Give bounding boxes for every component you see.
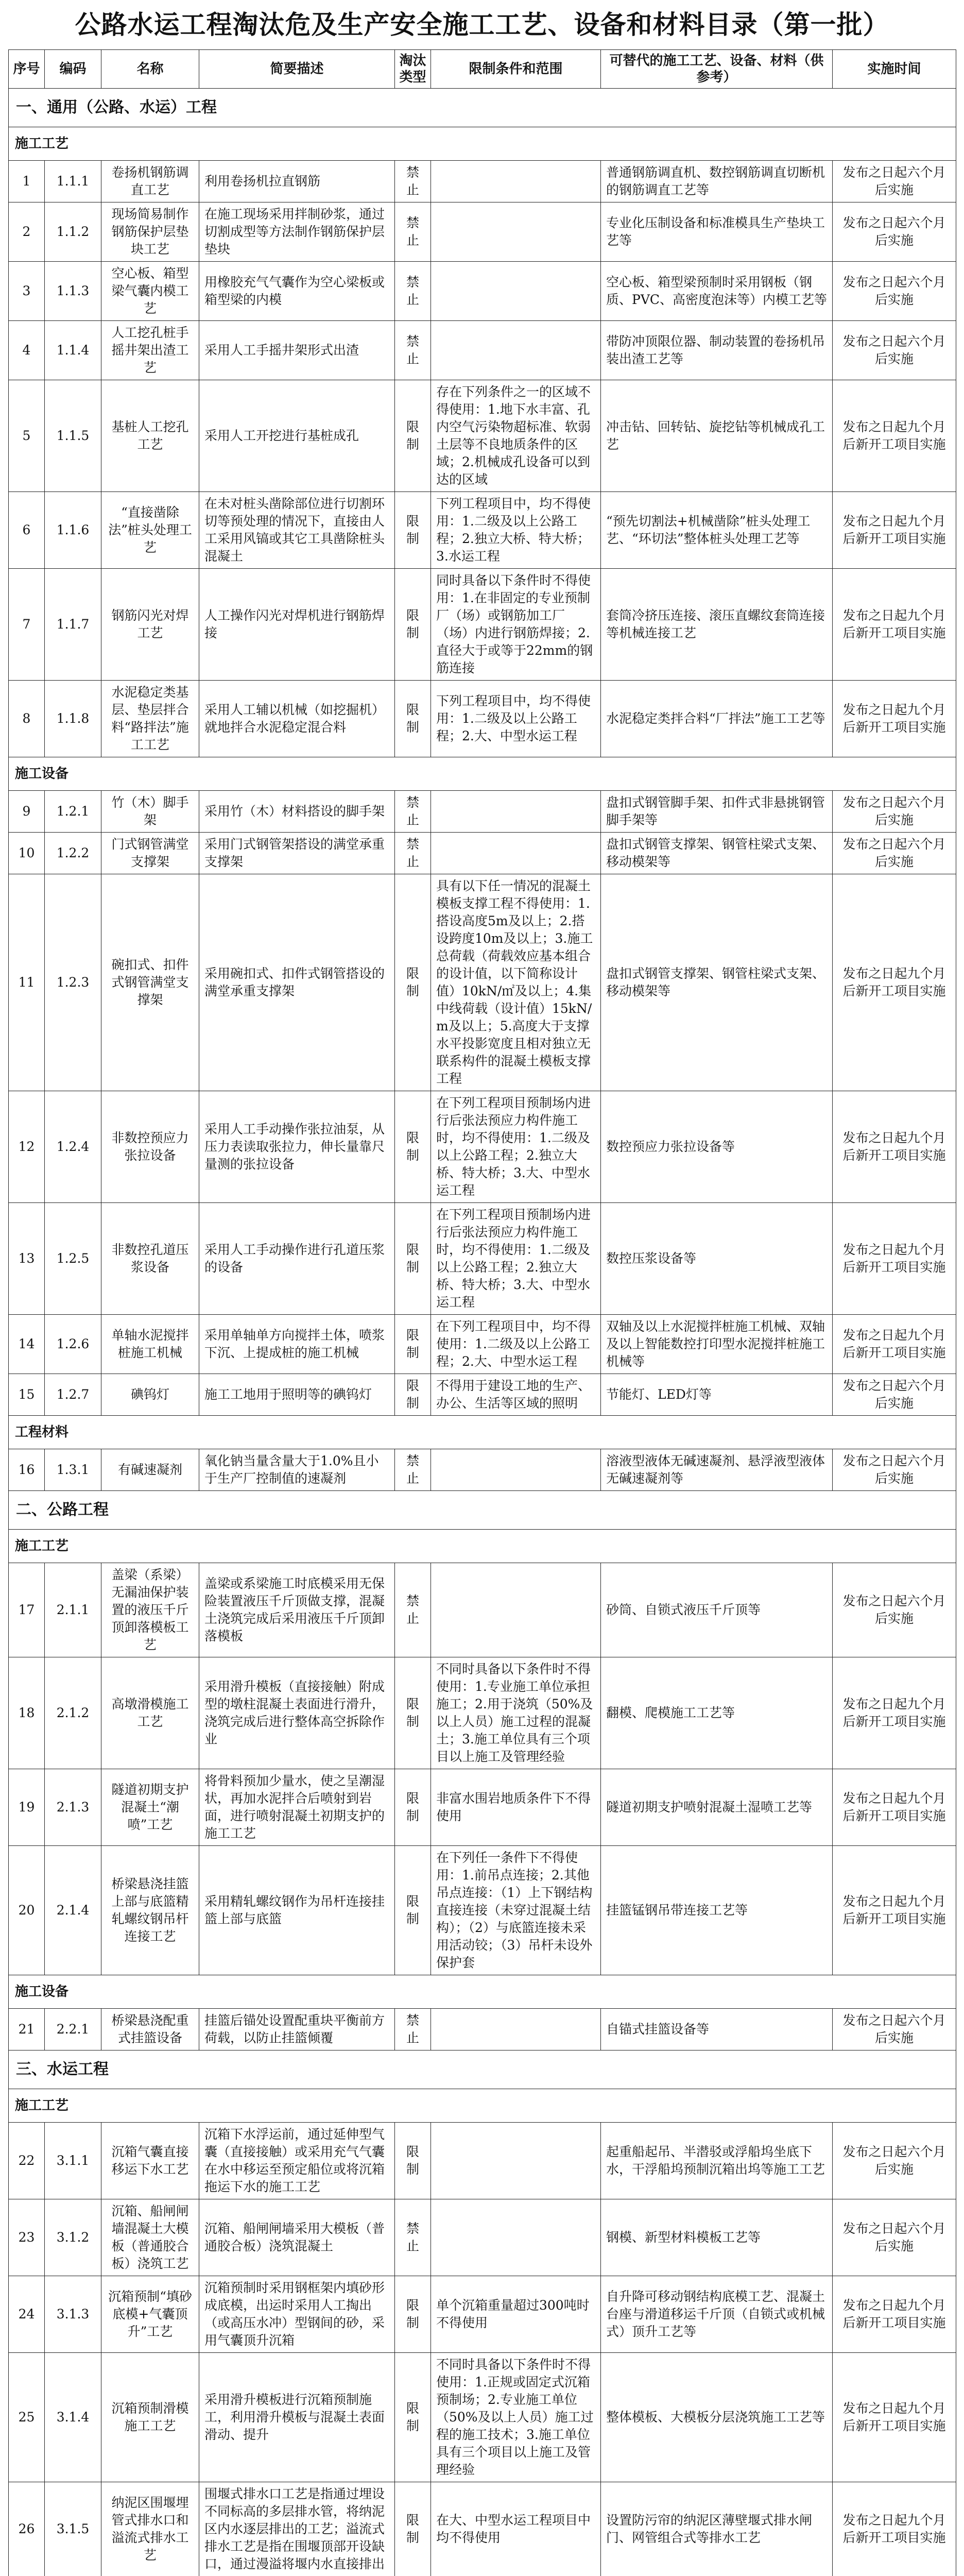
cell-code: 1.2.3 xyxy=(45,874,101,1091)
cell-alt: 盘扣式钢管脚手架、扣件式非悬挑钢管脚手架等 xyxy=(601,791,833,833)
cell-type: 禁止 xyxy=(395,202,431,262)
cell-code: 1.1.1 xyxy=(45,161,101,202)
cell-limit: 下列工程项目中，均不得使用：1.二级及以上公路工程；2.大、中型水运工程 xyxy=(431,681,601,757)
cell-seq: 11 xyxy=(9,874,45,1091)
cell-seq: 20 xyxy=(9,1846,45,1975)
cell-type: 限制 xyxy=(395,1657,431,1769)
table-row xyxy=(9,380,956,492)
cell-alt: 双轴及以上水泥搅拌桩施工机械、双轴及以上智能数控打印型水泥搅拌桩施工机械等 xyxy=(601,1315,833,1374)
cell-alt: 挂篮锰钢吊带连接工艺等 xyxy=(601,1846,833,1975)
cell-seq: 16 xyxy=(9,1449,45,1491)
cell-time: 发布之日起九个月后新开工项目实施 xyxy=(833,1203,956,1315)
cell-desc: 施工工地用于照明等的碘钨灯 xyxy=(199,1374,395,1416)
cell-type: 限制 xyxy=(395,874,431,1091)
cell-desc: 将骨料预加少量水，使之呈潮湿状，再加水泥拌合后喷射到岩面，进行喷射混凝土初期支护的施工工艺 xyxy=(199,1769,395,1846)
cell-code: 2.1.1 xyxy=(45,1563,101,1657)
cell-limit: 不得用于建设工地的生产、办公、生活等区域的照明 xyxy=(431,1374,601,1416)
cell-name: 碘钨灯 xyxy=(101,1374,199,1416)
cell-type: 禁止 xyxy=(395,262,431,321)
section-row xyxy=(9,2050,956,2089)
cell-desc: 采用单轴单方向搅拌土体，喷浆下沉、上提成桩的施工机械 xyxy=(199,1315,395,1374)
cell-seq: 6 xyxy=(9,492,45,569)
group-title: 施工工艺 xyxy=(9,2089,956,2123)
cell-seq: 15 xyxy=(9,1374,45,1416)
cell-alt: 盘扣式钢管支撑架、钢管柱梁式支架、移动模架等 xyxy=(601,833,833,874)
cell-seq: 21 xyxy=(9,2009,45,2050)
cell-code: 1.2.6 xyxy=(45,1315,101,1374)
cell-alt: 起重船起吊、半潜驳或浮船坞坐底下水，干浮船坞预制沉箱出坞等施工工艺 xyxy=(601,2123,833,2199)
cell-type: 限制 xyxy=(395,1203,431,1315)
cell-limit: 在下列工程项目中，均不得使用：1.二级及以上公路工程；2.大、中型水运工程 xyxy=(431,1315,601,1374)
table-row xyxy=(9,681,956,757)
cell-time: 发布之日起九个月后新开工项目实施 xyxy=(833,492,956,569)
cell-seq: 26 xyxy=(9,2482,45,2576)
cell-type: 限制 xyxy=(395,2123,431,2199)
cell-type: 限制 xyxy=(395,2353,431,2482)
cell-name: “直接凿除法”桩头处理工艺 xyxy=(101,492,199,569)
cell-desc: 围堰式排水口工艺是指通过埋设不同标高的多层排水管，将纳泥区内水逐层排出的工艺；溢流式排水工艺是指在围堰顶部开设缺口，通过漫溢将堰内水直接排出 xyxy=(199,2482,395,2576)
group-row xyxy=(9,127,956,161)
cell-name: 非数控预应力张拉设备 xyxy=(101,1091,199,1203)
cell-alt: 钢模、新型材料模板工艺等 xyxy=(601,2199,833,2276)
cell-alt: 冲击钻、回转钻、旋挖钻等机械成孔工艺 xyxy=(601,380,833,492)
cell-type: 限制 xyxy=(395,1846,431,1975)
cell-code: 2.2.1 xyxy=(45,2009,101,2050)
cell-seq: 5 xyxy=(9,380,45,492)
table-row xyxy=(9,321,956,380)
cell-seq: 23 xyxy=(9,2199,45,2276)
table-row xyxy=(9,1769,956,1846)
cell-limit: 在下列任一条件下不得使用：1.前吊点连接；2.其他吊点连接：（1）上下钢结构直接连接（未穿过混凝土结构）；（2）与底篮连接未采用活动铰；（3）吊杆未设外保护套 xyxy=(431,1846,601,1975)
cell-time: 发布之日起六个月后实施 xyxy=(833,2199,956,2276)
cell-name: 高墩滑模施工工艺 xyxy=(101,1657,199,1769)
cell-name: 纳泥区围堰埋管式排水口和溢流式排水工艺 xyxy=(101,2482,199,2576)
cell-alt: “预先切割法+机械凿除”桩头处理工艺、“环切法”整体桩头处理工艺等 xyxy=(601,492,833,569)
cell-code: 1.2.5 xyxy=(45,1203,101,1315)
cell-name: 碗扣式、扣件式钢管满堂支撑架 xyxy=(101,874,199,1091)
cell-code: 1.1.3 xyxy=(45,262,101,321)
cell-limit: 不同时具备以下条件时不得使用：1.专业施工单位承担施工；2.用于浇筑（50%及以上人员）施工过程的混凝土；3.施工单位具有三个项目以上施工及管理经验 xyxy=(431,1657,601,1769)
group-title: 施工设备 xyxy=(9,1975,956,2009)
cell-limit: 不同时具备以下条件时不得使用：1.正规或固定式沉箱预制场；2.专业施工单位（50%及以上人员）施工过程的施工技术；3.施工单位具有三个项目以上施工及管理经验 xyxy=(431,2353,601,2482)
cell-alt: 隧道初期支护喷射混凝土湿喷工艺等 xyxy=(601,1769,833,1846)
cell-name: 卷扬机钢筋调直工艺 xyxy=(101,161,199,202)
cell-desc: 沉箱、船闸闸墙采用大模板（普通胶合板）浇筑混凝土 xyxy=(199,2199,395,2276)
cell-seq: 3 xyxy=(9,262,45,321)
cell-alt: 空心板、箱型梁预制时采用钢板（钢质、PVC、高密度泡沫等）内模工艺等 xyxy=(601,262,833,321)
cell-code: 2.1.2 xyxy=(45,1657,101,1769)
cell-time: 发布之日起六个月后实施 xyxy=(833,2123,956,2199)
cell-code: 3.1.4 xyxy=(45,2353,101,2482)
section-title: 二、公路工程 xyxy=(9,1491,956,1530)
group-title: 施工工艺 xyxy=(9,1530,956,1563)
cell-time: 发布之日起九个月后新开工项目实施 xyxy=(833,569,956,681)
cell-time: 发布之日起六个月后实施 xyxy=(833,1563,956,1657)
cell-time: 发布之日起六个月后实施 xyxy=(833,262,956,321)
cell-type: 限制 xyxy=(395,492,431,569)
header-name: 名称 xyxy=(101,50,199,89)
cell-name: 单轴水泥搅拌桩施工机械 xyxy=(101,1315,199,1374)
cell-time: 发布之日起六个月后实施 xyxy=(833,2009,956,2050)
cell-desc: 采用滑升模板进行沉箱预制施工，利用滑升模板与混凝土表面滑动、提升 xyxy=(199,2353,395,2482)
cell-type: 限制 xyxy=(395,380,431,492)
cell-limit: 下列工程项目中，均不得使用：1.二级及以上公路工程；2.独立大桥、特大桥；3.水运工程 xyxy=(431,492,601,569)
cell-desc: 沉箱预制时采用钢框架内填砂形成底模，出运时采用人工掏出（或高压水冲）型钢间的砂，采用气囊顶升沉箱 xyxy=(199,2276,395,2353)
cell-code: 3.1.2 xyxy=(45,2199,101,2276)
cell-name: 桥梁悬浇挂篮上部与底篮精轧螺纹钢吊杆连接工艺 xyxy=(101,1846,199,1975)
cell-type: 限制 xyxy=(395,2276,431,2353)
table-row xyxy=(9,2199,956,2276)
cell-limit: 单个沉箱重量超过300吨时不得使用 xyxy=(431,2276,601,2353)
cell-time: 发布之日起九个月后新开工项目实施 xyxy=(833,2276,956,2353)
cell-type: 禁止 xyxy=(395,1563,431,1657)
cell-desc: 盖梁或系梁施工时底模采用无保险装置液压千斤顶做支撑，混凝土浇筑完成后采用液压千斤顶卸落模板 xyxy=(199,1563,395,1657)
cell-time: 发布之日起六个月后实施 xyxy=(833,833,956,874)
cell-seq: 24 xyxy=(9,2276,45,2353)
cell-type: 限制 xyxy=(395,1315,431,1374)
cell-name: 门式钢管满堂支撑架 xyxy=(101,833,199,874)
cell-alt: 普通钢筋调直机、数控钢筋调直切断机的钢筋调直工艺等 xyxy=(601,161,833,202)
cell-desc: 采用人工辅以机械（如挖掘机）就地拌合水泥稳定混合料 xyxy=(199,681,395,757)
cell-desc: 采用滑升模板（直接接触）附成型的墩柱混凝土表面进行滑升，浇筑完成后进行整体高空拆除作业 xyxy=(199,1657,395,1769)
cell-type: 禁止 xyxy=(395,1449,431,1491)
cell-seq: 18 xyxy=(9,1657,45,1769)
cell-code: 1.2.4 xyxy=(45,1091,101,1203)
cell-seq: 12 xyxy=(9,1091,45,1203)
cell-code: 1.2.2 xyxy=(45,833,101,874)
cell-code: 1.2.1 xyxy=(45,791,101,833)
cell-alt: 数控压浆设备等 xyxy=(601,1203,833,1315)
table-row xyxy=(9,1657,956,1769)
group-title: 工程材料 xyxy=(9,1416,956,1449)
cell-limit: 在下列工程项目预制场内进行后张法预应力构件施工时，均不得使用：1.二级及以上公路工程；2.独立大桥、特大桥；3.大、中型水运工程 xyxy=(431,1091,601,1203)
cell-time: 发布之日起六个月后实施 xyxy=(833,791,956,833)
cell-type: 禁止 xyxy=(395,2009,431,2050)
cell-code: 1.1.5 xyxy=(45,380,101,492)
cell-time: 发布之日起九个月后新开工项目实施 xyxy=(833,1657,956,1769)
cell-type: 限制 xyxy=(395,1374,431,1416)
cell-time: 发布之日起九个月后新开工项目实施 xyxy=(833,2353,956,2482)
cell-alt: 带防冲顶限位器、制动装置的卷扬机吊装出渣工艺等 xyxy=(601,321,833,380)
cell-name: 钢筋闪光对焊工艺 xyxy=(101,569,199,681)
cell-limit xyxy=(431,833,601,874)
table-row xyxy=(9,569,956,681)
cell-alt: 溶液型液体无碱速凝剂、悬浮液型液体无碱速凝剂等 xyxy=(601,1449,833,1491)
table-row xyxy=(9,161,956,202)
cell-limit xyxy=(431,262,601,321)
cell-code: 2.1.3 xyxy=(45,1769,101,1846)
header-alt: 可替代的施工工艺、设备、材料（供参考） xyxy=(601,50,833,89)
cell-name: 有碱速凝剂 xyxy=(101,1449,199,1491)
cell-code: 3.1.5 xyxy=(45,2482,101,2576)
cell-alt: 设置防污帘的纳泥区薄壁堰式排水闸门、网管组合式等排水工艺 xyxy=(601,2482,833,2576)
cell-alt: 翻模、爬模施工工艺等 xyxy=(601,1657,833,1769)
cell-alt: 节能灯、LED灯等 xyxy=(601,1374,833,1416)
cell-desc: 采用人工手摇井架形式出渣 xyxy=(199,321,395,380)
cell-type: 禁止 xyxy=(395,321,431,380)
cell-limit: 在大、中型水运工程项目中均不得使用 xyxy=(431,2482,601,2576)
cell-name: 空心板、箱型梁气囊内模工艺 xyxy=(101,262,199,321)
cell-name: 沉箱预制“填砂底模+气囊顶升”工艺 xyxy=(101,2276,199,2353)
cell-code: 1.3.1 xyxy=(45,1449,101,1491)
header-seq: 序号 xyxy=(9,50,45,89)
cell-alt: 整体模板、大模板分层浇筑施工工艺等 xyxy=(601,2353,833,2482)
cell-alt: 套筒冷挤压连接、滚压直螺纹套筒连接等机械连接工艺 xyxy=(601,569,833,681)
cell-name: 基桩人工挖孔工艺 xyxy=(101,380,199,492)
group-title: 施工设备 xyxy=(9,757,956,791)
cell-code: 1.1.7 xyxy=(45,569,101,681)
cell-type: 禁止 xyxy=(395,2199,431,2276)
cell-code: 1.1.6 xyxy=(45,492,101,569)
cell-desc: 采用门式钢管架搭设的满堂承重支撑架 xyxy=(199,833,395,874)
table-row xyxy=(9,1374,956,1416)
group-row xyxy=(9,1975,956,2009)
cell-name: 盖梁（系梁）无漏油保护装置的液压千斤顶卸落模板工艺 xyxy=(101,1563,199,1657)
cell-code: 1.1.2 xyxy=(45,202,101,262)
cell-desc: 采用碗扣式、扣件式钢管搭设的满堂承重支撑架 xyxy=(199,874,395,1091)
cell-seq: 2 xyxy=(9,202,45,262)
regulation-table xyxy=(8,49,956,2576)
cell-time: 发布之日起九个月后新开工项目实施 xyxy=(833,681,956,757)
cell-name: 竹（木）脚手架 xyxy=(101,791,199,833)
cell-seq: 8 xyxy=(9,681,45,757)
cell-alt: 砂筒、自锁式液压千斤顶等 xyxy=(601,1563,833,1657)
cell-time: 发布之日起九个月后新开工项目实施 xyxy=(833,380,956,492)
cell-type: 限制 xyxy=(395,1091,431,1203)
table-row xyxy=(9,2482,956,2576)
cell-limit: 存在下列条件之一的区域不得使用：1.地下水丰富、孔内空气污染物超标准、软弱土层等不良地质条件的区域；2.机械成孔设备可以到达的区域 xyxy=(431,380,601,492)
cell-code: 2.1.4 xyxy=(45,1846,101,1975)
cell-alt: 自升降可移动钢结构底模工艺、混凝土台座与滑道移运千斤顶（自锁式或机械式）顶升工艺等 xyxy=(601,2276,833,2353)
table-header-row xyxy=(9,50,956,89)
cell-desc: 在施工现场采用拌制砂浆，通过切割成型等方法制作钢筋保护层垫块 xyxy=(199,202,395,262)
cell-desc: 在未对桩头凿除部位进行切割环切等预处理的情况下，直接由人工采用风镐或其它工具凿除桩头混凝土 xyxy=(199,492,395,569)
cell-desc: 采用人工手动操作进行孔道压浆的设备 xyxy=(199,1203,395,1315)
cell-seq: 4 xyxy=(9,321,45,380)
group-row xyxy=(9,1530,956,1563)
cell-desc: 采用人工开挖进行基桩成孔 xyxy=(199,380,395,492)
cell-desc: 采用竹（木）材料搭设的脚手架 xyxy=(199,791,395,833)
header-limit: 限制条件和范围 xyxy=(431,50,601,89)
cell-limit xyxy=(431,2123,601,2199)
cell-type: 禁止 xyxy=(395,833,431,874)
cell-limit: 非富水围岩地质条件下不得使用 xyxy=(431,1769,601,1846)
cell-limit xyxy=(431,2199,601,2276)
section-row xyxy=(9,89,956,127)
cell-code: 3.1.3 xyxy=(45,2276,101,2353)
cell-time: 发布之日起六个月后实施 xyxy=(833,161,956,202)
cell-desc: 采用精轧螺纹钢作为吊杆连接挂篮上部与底篮 xyxy=(199,1846,395,1975)
table-row xyxy=(9,202,956,262)
table-row xyxy=(9,1091,956,1203)
table-row xyxy=(9,262,956,321)
cell-type: 禁止 xyxy=(395,161,431,202)
section-title: 一、通用（公路、水运）工程 xyxy=(9,89,956,127)
cell-time: 发布之日起六个月后实施 xyxy=(833,202,956,262)
table-row xyxy=(9,2009,956,2050)
cell-seq: 19 xyxy=(9,1769,45,1846)
cell-seq: 22 xyxy=(9,2123,45,2199)
cell-seq: 17 xyxy=(9,1563,45,1657)
group-title: 施工工艺 xyxy=(9,127,956,161)
table-row xyxy=(9,791,956,833)
table-body xyxy=(9,89,956,2576)
cell-type: 禁止 xyxy=(395,791,431,833)
cell-name: 隧道初期支护混凝土“潮喷”工艺 xyxy=(101,1769,199,1846)
cell-alt: 自锚式挂篮设备等 xyxy=(601,2009,833,2050)
cell-limit xyxy=(431,791,601,833)
cell-name: 沉箱气囊直接移运下水工艺 xyxy=(101,2123,199,2199)
cell-alt: 数控预应力张拉设备等 xyxy=(601,1091,833,1203)
section-title: 三、水运工程 xyxy=(9,2050,956,2089)
cell-time: 发布之日起九个月后新开工项目实施 xyxy=(833,2482,956,2576)
table-row xyxy=(9,1563,956,1657)
cell-limit xyxy=(431,202,601,262)
table-row xyxy=(9,2276,956,2353)
cell-type: 限制 xyxy=(395,1769,431,1846)
cell-seq: 1 xyxy=(9,161,45,202)
cell-limit: 具有以下任一情况的混凝土模板支撑工程不得使用：1.搭设高度5m及以上；2.搭设跨度10m及以上；3.施工总荷载（荷载效应基本组合的设计值，以下简称设计值）10kN/㎡及以上；4.集中线荷载（设计值）15kN/m及以上；5.高度大于支撑水平投影宽度且相对独立无联系构件的混凝土模板支撑工程 xyxy=(431,874,601,1091)
cell-name: 沉箱、船闸闸墙混凝土大模板（普通胶合板）浇筑工艺 xyxy=(101,2199,199,2276)
cell-name: 沉箱预制滑模施工工艺 xyxy=(101,2353,199,2482)
cell-desc: 利用卷扬机拉直钢筋 xyxy=(199,161,395,202)
cell-limit xyxy=(431,161,601,202)
group-row xyxy=(9,2089,956,2123)
cell-desc: 挂篮后锚处设置配重块平衡前方荷载，以防止挂篮倾覆 xyxy=(199,2009,395,2050)
cell-seq: 10 xyxy=(9,833,45,874)
cell-seq: 14 xyxy=(9,1315,45,1374)
cell-seq: 13 xyxy=(9,1203,45,1315)
cell-type: 限制 xyxy=(395,681,431,757)
cell-desc: 采用人工手动操作张拉油泵，从压力表读取张拉力，伸长量靠尺量测的张拉设备 xyxy=(199,1091,395,1203)
cell-limit: 同时具备以下条件时不得使用：1.在非固定的专业预制厂（场）或钢筋加工厂（场）内进行钢筋焊接；2.直径大于或等于22mm的钢筋连接 xyxy=(431,569,601,681)
cell-alt: 盘扣式钢管支撑架、钢管柱梁式支架、移动模架等 xyxy=(601,874,833,1091)
cell-time: 发布之日起九个月后新开工项目实施 xyxy=(833,1769,956,1846)
table-row xyxy=(9,1315,956,1374)
table-row xyxy=(9,1846,956,1975)
cell-name: 人工挖孔桩手摇井架出渣工艺 xyxy=(101,321,199,380)
header-desc: 简要描述 xyxy=(199,50,395,89)
group-row xyxy=(9,1416,956,1449)
table-row xyxy=(9,2353,956,2482)
cell-code: 3.1.1 xyxy=(45,2123,101,2199)
cell-time: 发布之日起九个月后新开工项目实施 xyxy=(833,874,956,1091)
cell-type: 限制 xyxy=(395,2482,431,2576)
cell-desc: 沉箱下水浮运前，通过延伸型气囊（直接接触）或采用充气气囊在水中移运至预定船位或将沉箱拖运下水的施工工艺 xyxy=(199,2123,395,2199)
cell-time: 发布之日起九个月后新开工项目实施 xyxy=(833,1846,956,1975)
cell-time: 发布之日起九个月后新开工项目实施 xyxy=(833,1315,956,1374)
cell-limit xyxy=(431,1563,601,1657)
table-row xyxy=(9,1203,956,1315)
cell-code: 1.1.8 xyxy=(45,681,101,757)
cell-name: 桥梁悬浇配重式挂篮设备 xyxy=(101,2009,199,2050)
table-row xyxy=(9,492,956,569)
cell-alt: 专业化压制设备和标准模具生产垫块工艺等 xyxy=(601,202,833,262)
cell-seq: 7 xyxy=(9,569,45,681)
table-row xyxy=(9,1449,956,1491)
cell-name: 现场简易制作钢筋保护层垫块工艺 xyxy=(101,202,199,262)
header-code: 编码 xyxy=(45,50,101,89)
section-row xyxy=(9,1491,956,1530)
table-row xyxy=(9,833,956,874)
cell-code: 1.2.7 xyxy=(45,1374,101,1416)
table-row xyxy=(9,874,956,1091)
cell-alt: 水泥稳定类拌合料“厂拌法”施工工艺等 xyxy=(601,681,833,757)
cell-limit xyxy=(431,2009,601,2050)
cell-desc: 氧化钠当量含量大于1.0%且小于生产厂控制值的速凝剂 xyxy=(199,1449,395,1491)
cell-desc: 人工操作闪光对焊机进行钢筋焊接 xyxy=(199,569,395,681)
cell-seq: 9 xyxy=(9,791,45,833)
cell-name: 水泥稳定类基层、垫层拌合料“路拌法”施工工艺 xyxy=(101,681,199,757)
header-time: 实施时间 xyxy=(833,50,956,89)
cell-limit: 在下列工程项目预制场内进行后张法预应力构件施工时，均不得使用：1.二级及以上公路工程；2.独立大桥、特大桥；3.大、中型水运工程 xyxy=(431,1203,601,1315)
cell-time: 发布之日起六个月后实施 xyxy=(833,321,956,380)
table-row xyxy=(9,2123,956,2199)
cell-limit xyxy=(431,321,601,380)
cell-limit xyxy=(431,1449,601,1491)
group-row xyxy=(9,757,956,791)
cell-time: 发布之日起六个月后实施 xyxy=(833,1449,956,1491)
cell-seq: 25 xyxy=(9,2353,45,2482)
cell-desc: 用橡胶充气气囊作为空心梁板或箱型梁的内模 xyxy=(199,262,395,321)
cell-time: 发布之日起九个月后新开工项目实施 xyxy=(833,1091,956,1203)
cell-code: 1.1.4 xyxy=(45,321,101,380)
document-title: 公路水运工程淘汰危及生产安全施工工艺、设备和材料目录（第一批） xyxy=(75,10,889,40)
cell-name: 非数控孔道压浆设备 xyxy=(101,1203,199,1315)
header-type: 淘汰类型 xyxy=(395,50,431,89)
cell-time: 发布之日起六个月后实施 xyxy=(833,1374,956,1416)
cell-type: 限制 xyxy=(395,569,431,681)
